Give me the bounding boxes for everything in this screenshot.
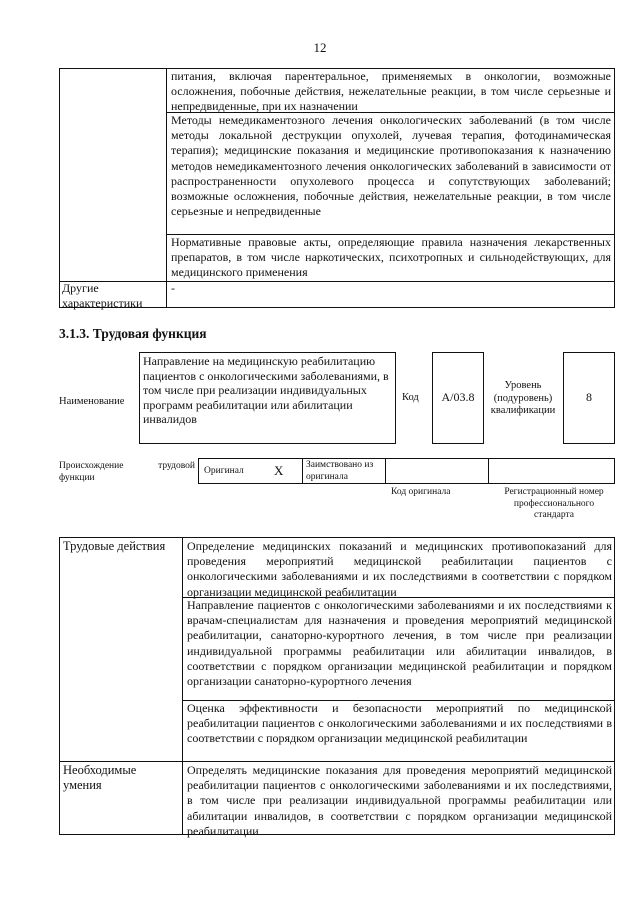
code-value: A/03.8 bbox=[441, 390, 475, 404]
page-number: 12 bbox=[313, 40, 327, 55]
name-value: Направление на медицинскую реабилитацию пациентов с онкологическими заболеваниями, в том числе при реализации индивидуальных программ реабилитации или абилитации инвалидов bbox=[143, 354, 389, 427]
original-mark: X bbox=[274, 463, 284, 478]
origin-row-box bbox=[198, 458, 615, 484]
origin-divider bbox=[385, 458, 386, 484]
borrowed-label: Заимствовано из оригинала bbox=[306, 460, 374, 482]
table-border bbox=[166, 68, 167, 308]
table-border bbox=[59, 68, 60, 308]
table-border bbox=[614, 537, 615, 835]
reg-number-caption: Регистрационный номер профессионального стандарта bbox=[504, 487, 604, 520]
table-border bbox=[59, 537, 60, 835]
level-label: Уровень (подуровень) квалификации bbox=[490, 380, 556, 416]
table-border bbox=[614, 68, 615, 308]
table-border bbox=[59, 761, 615, 762]
origin-divider bbox=[302, 458, 303, 484]
knowledge-item: Методы немедикаментозного лечения онкологических заболеваний (в том числе методы локальной деструкции опухолей, лучевая терапия, фотодинамическая терапия); медицинские показания и медицинские противопоказания к назначению методов немедикаментозного лечения онкологических заболеваний в зависимости от распространенности опухолевого процесса и сопутствующих заболеваний; возможные осложнения, побочные действия, нежелательные реакции, в том числе серьезные и непредвиденные bbox=[171, 113, 611, 219]
level-value: 8 bbox=[586, 390, 592, 404]
knowledge-item: Нормативные правовые акты, определяющие правила назначения лекарственных препаратов, в том числе наркотических, психотропных и сильнодействующих, для медицинского применения bbox=[171, 235, 611, 280]
skill-item: Определять медицинские показания для проведения мероприятий медицинской реабилитации пациентов с онкологическими заболеваниями и их последствиями, в том числе при реализации индивидуальной программы реабилитации или абилитации инвалидов, в соответствии с порядком организации медицинской реабилитации bbox=[187, 763, 612, 838]
other-characteristics-label: Другие характеристики bbox=[62, 281, 143, 311]
table-border bbox=[182, 537, 183, 835]
knowledge-item: питания, включая парентеральное, применяемых в онкологии, возможные осложнения, побочные действия, нежелательные реакции, в том числе серьезные и непредвиденные, при их назначении bbox=[171, 69, 611, 114]
section-heading: 3.1.3. Трудовая функция bbox=[59, 326, 207, 341]
original-label: Оригинал bbox=[204, 466, 244, 476]
labor-actions-label: Трудовые действия bbox=[63, 539, 166, 553]
origin-label: Происхождение трудовой функции bbox=[59, 461, 195, 483]
skills-label: Необходимые умения bbox=[63, 763, 137, 793]
labor-action-item: Определение медицинских показаний и медицинских противопоказаний для проведения мероприятий медицинской реабилитации пациентов с онкологическими заболеваниями и их последствиями в соответствии с порядком организации медицинской реабилитации bbox=[187, 539, 612, 599]
labor-action-item: Оценка эффективности и безопасности мероприятий по медицинской реабилитации пациентов с онкологическими заболеваниями и их последствиями в соответствии с порядком организации медицинской реабилитации bbox=[187, 701, 612, 746]
table-border bbox=[59, 537, 615, 538]
other-characteristics-value: - bbox=[171, 281, 175, 295]
code-original-caption: Код оригинала bbox=[391, 487, 451, 497]
code-label: Код bbox=[402, 392, 419, 403]
origin-divider bbox=[488, 458, 489, 484]
name-label: Наименование bbox=[59, 396, 125, 407]
labor-action-item: Направление пациентов с онкологическими заболеваниями и их последствиями к врачам-специалистам для назначения и проведения мероприятий медицинской реабилитации, санаторно-курортного лечения, в том числе при реализации индивидуальной программы реабилитации или абилитации инвалидов, в соответствии с порядком организации медицинской реабилитации и порядком организации санаторно-курортного лечения bbox=[187, 598, 612, 689]
